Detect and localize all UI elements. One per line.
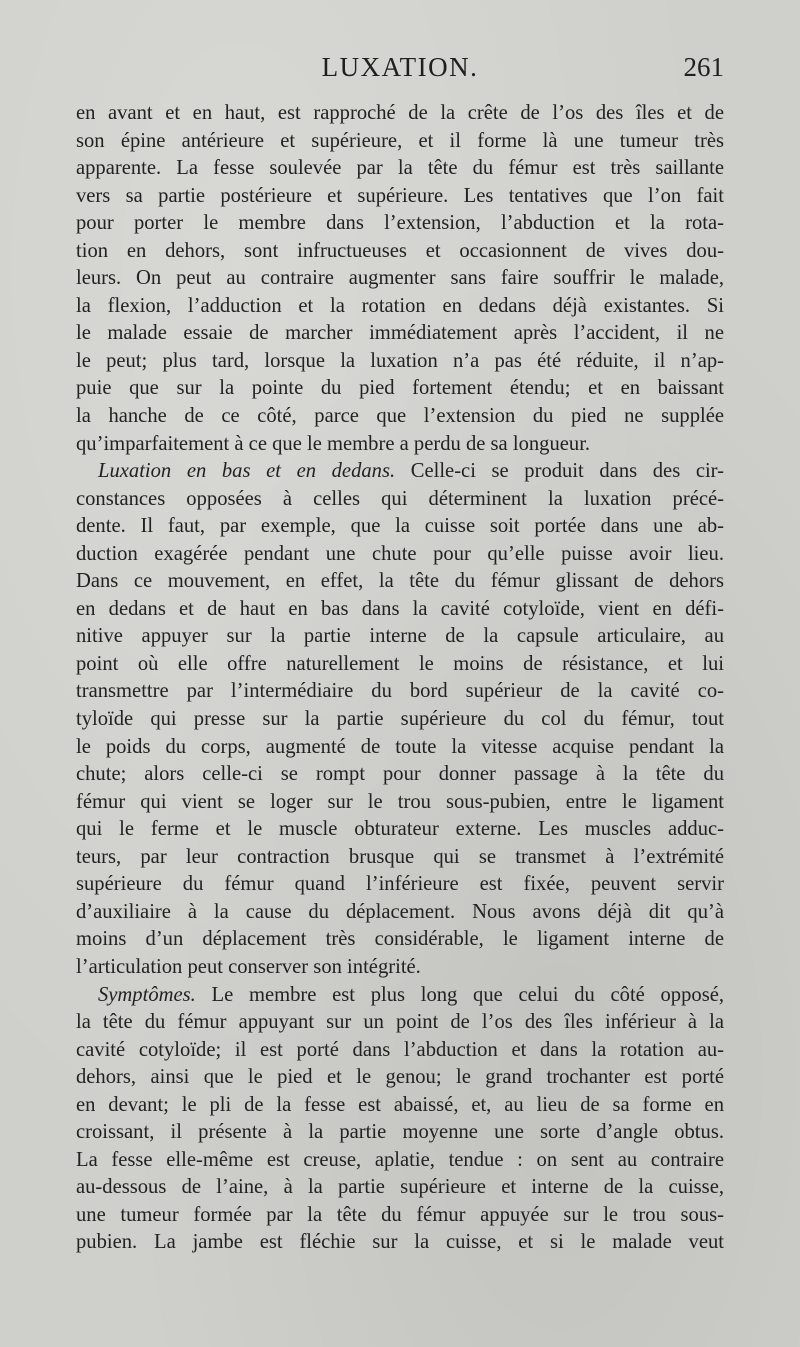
text-line	[76, 1092, 724, 1120]
text-line	[76, 320, 724, 348]
line-text: leurs. On peut au contraire augmenter sans faire souffrir le malade,	[76, 267, 724, 290]
text-line	[76, 1174, 724, 1202]
text-line	[76, 1229, 724, 1257]
text-line	[76, 513, 724, 541]
line-text: qu’imparfaitement à ce que le membre a perdu de sa longueur.	[76, 432, 591, 455]
text-line	[76, 623, 724, 651]
line-text: fémur qui vient se loger sur le trou sous-pubien, entre le ligament	[76, 790, 724, 813]
text-line	[76, 128, 724, 156]
line-text: Celle-ci se produit dans des cir-	[395, 460, 724, 483]
line-text: d’auxiliaire à la cause du déplacement. Nous avons déjà dit qu’à	[76, 900, 724, 923]
line-text: vers sa partie postérieure et supérieure. Les tentatives que l’on fait	[76, 184, 724, 207]
line-text: au-dessous de l’aine, à la partie supérieure et interne de la cuisse,	[76, 1176, 724, 1199]
text-line	[76, 926, 724, 954]
section-heading-line	[76, 982, 724, 1010]
text-line	[76, 1119, 724, 1147]
text-line	[76, 568, 724, 596]
line-text: croissant, il présente à la partie moyenne une sorte d’angle obtus.	[76, 1121, 724, 1144]
text-line	[76, 678, 724, 706]
line-text: en avant et en haut, est rapproché de la crête de l’os des îles et de	[76, 102, 724, 124]
line-text: le peut; plus tard, lorsque la luxation n’a pas été réduite, il n’ap-	[76, 349, 724, 372]
section-heading: Symptômes.	[98, 983, 196, 1006]
text-line	[76, 844, 724, 872]
line-text: nitive appuyer sur la partie interne de la capsule articulaire, au	[76, 625, 724, 648]
line-text: constances opposées à celles qui déterminent la luxation précé-	[76, 487, 724, 510]
section-heading: Luxation en bas et en dedans.	[98, 460, 396, 483]
text-line	[76, 596, 724, 624]
text-line	[76, 293, 724, 321]
line-text: point où elle offre naturellement le moins de résistance, et lui	[76, 652, 724, 675]
line-text: son épine antérieure et supérieure, et il forme là une tumeur très	[76, 129, 724, 152]
line-text: chute; alors celle-ci se rompt pour donner passage à la tête du	[76, 763, 724, 786]
text-line	[76, 375, 724, 403]
line-text: duction exagérée pendant une chute pour qu’elle puisse avoir lieu.	[76, 542, 724, 565]
line-text: la tête du fémur appuyant sur un point de l’os des îles inférieur à la	[76, 1011, 724, 1034]
line-text: dehors, ainsi que le pied et le genou; le grand trochanter est porté	[76, 1066, 724, 1089]
text-line	[76, 1009, 724, 1037]
text-line	[76, 651, 724, 679]
section-heading-line	[76, 458, 724, 486]
line-text: pour porter le membre dans l’extension, l’abduction et la rota-	[76, 212, 724, 235]
text-line	[76, 265, 724, 293]
page-header	[76, 52, 724, 92]
line-text: apparente. La fesse soulevée par la tête du fémur est très saillante	[76, 157, 724, 180]
page-number: 261	[683, 52, 724, 82]
text-line	[76, 761, 724, 789]
line-text: La fesse elle-même est creuse, aplatie, tendue : on sent au contraire	[76, 1148, 724, 1171]
line-text: Le membre est plus long que celui du côté opposé,	[195, 983, 724, 1006]
text-line	[76, 954, 724, 982]
running-title: LUXATION.	[321, 52, 479, 82]
text-line	[76, 348, 724, 376]
line-text: la flexion, l’adduction et la rotation en dedans déjà existantes. Si	[76, 294, 724, 317]
line-text: en devant; le pli de la fesse est abaissé, et, au lieu de sa forme en	[76, 1093, 724, 1116]
text-line	[76, 403, 724, 431]
line-text: cavité cotyloïde; il est porté dans l’abduction et dans la rotation au-	[76, 1038, 724, 1061]
line-text: teurs, par leur contraction brusque qui se transmet à l’extrémité	[76, 845, 724, 868]
text-line	[76, 1147, 724, 1175]
line-text: une tumeur formée par la tête du fémur appuyée sur le trou sous-	[76, 1203, 724, 1226]
text-line	[76, 1064, 724, 1092]
text-line	[76, 816, 724, 844]
line-text: l’articulation peut conserver son intégrité.	[76, 955, 421, 978]
line-text: transmettre par l’intermédiaire du bord supérieur de la cavité co-	[76, 680, 724, 703]
line-text: dente. Il faut, par exemple, que la cuisse soit portée dans une ab-	[76, 515, 724, 538]
text-line	[76, 431, 724, 459]
text-line	[76, 210, 724, 238]
line-text: le poids du corps, augmenté de toute la vitesse acquise pendant la	[76, 735, 724, 758]
text-line	[76, 100, 724, 128]
text-line	[76, 734, 724, 762]
text-line	[76, 871, 724, 899]
line-text: moins d’un déplacement très considérable, le ligament interne de	[76, 928, 724, 951]
text-line	[76, 1037, 724, 1065]
text-line	[76, 238, 724, 266]
line-text: tion en dehors, sont infructueuses et occasionnent de vives dou-	[76, 239, 724, 262]
line-text: en dedans et de haut en bas dans la cavité cotyloïde, vient en défi-	[76, 597, 724, 620]
body-text	[76, 100, 724, 1257]
text-line	[76, 486, 724, 514]
line-text: le malade essaie de marcher immédiatement après l’accident, il ne	[76, 322, 724, 345]
text-line	[76, 899, 724, 927]
line-text: la hanche de ce côté, parce que l’extension du pied ne supplée	[76, 405, 724, 428]
line-text: Dans ce mouvement, en effet, la tête du fémur glissant de dehors	[76, 570, 724, 593]
text-line	[76, 183, 724, 211]
line-text: tyloïde qui presse sur la partie supérieure du col du fémur, tout	[76, 708, 724, 731]
text-line	[76, 706, 724, 734]
text-line	[76, 155, 724, 183]
line-text: supérieure du fémur quand l’inférieure est fixée, peuvent servir	[76, 873, 724, 896]
text-line	[76, 1202, 724, 1230]
line-text: puie que sur la pointe du pied fortement étendu; et en baissant	[76, 377, 724, 400]
line-text: pubien. La jambe est fléchie sur la cuisse, et si le malade veut	[76, 1231, 724, 1254]
line-text: qui le ferme et le muscle obturateur externe. Les muscles adduc-	[76, 818, 724, 841]
text-line	[76, 789, 724, 817]
text-line	[76, 541, 724, 569]
